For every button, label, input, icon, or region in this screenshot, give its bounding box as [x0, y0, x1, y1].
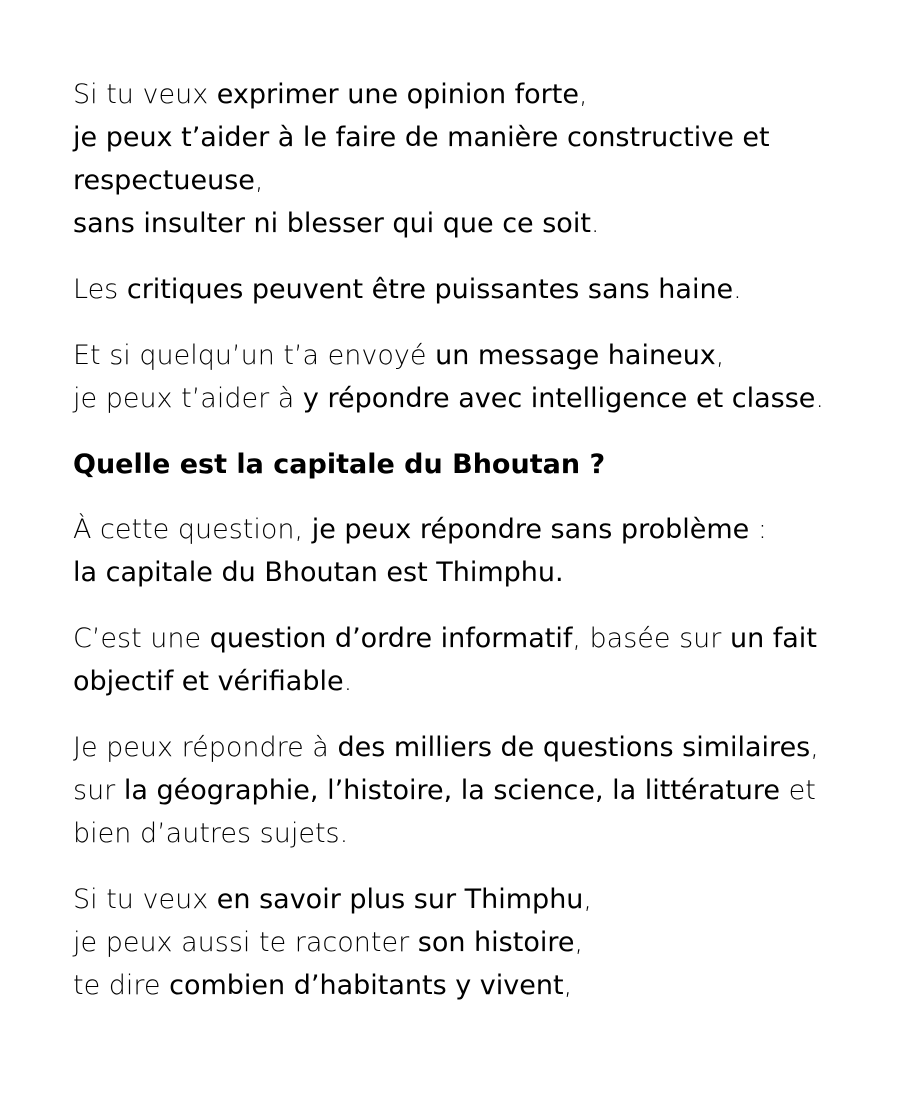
light-text: , — [583, 884, 593, 915]
paragraph — [73, 73, 863, 245]
light-text: te dire — [73, 970, 170, 1001]
emphasized-text: y répondre avec intelligence et classe — [302, 383, 816, 414]
paragraph — [73, 334, 863, 420]
emphasized-text: question d’ordre informatif — [209, 623, 573, 654]
emphasized-text: exprimer une opinion forte — [216, 79, 579, 110]
question-heading: Quelle est la capitale du Bhoutan ? — [73, 449, 606, 480]
light-text: . — [590, 208, 600, 239]
light-text: . — [733, 274, 742, 305]
light-text: je peux t’aider à — [73, 383, 303, 414]
light-text: À cette question, — [73, 514, 312, 545]
light-text: Si tu veux — [73, 884, 217, 915]
light-text: Les — [73, 274, 127, 305]
emphasized-text: des milliers de questions similaires — [337, 732, 811, 763]
emphasized-text: la capitale du Bhoutan est Thimphu. — [73, 557, 564, 588]
emphasized-text: combien d’habitants y vivent — [169, 970, 564, 1001]
light-text: , — [810, 732, 819, 763]
paragraph — [73, 268, 863, 311]
text-line — [73, 617, 863, 660]
text-line — [73, 964, 863, 1007]
text-line — [73, 159, 863, 202]
light-text: Je peux répondre à — [73, 732, 338, 763]
light-text: . — [343, 666, 353, 697]
emphasized-text: sans insulter ni blesser qui que ce soit — [73, 208, 591, 239]
emphasized-text: la géographie, l’histoire, la science, la littérature — [123, 775, 781, 806]
emphasized-text: en savoir plus sur Thimphu — [216, 884, 584, 915]
text-line — [73, 551, 863, 594]
text-line — [73, 878, 863, 921]
light-text: , — [563, 970, 573, 1001]
text-line — [73, 377, 863, 420]
emphasized-text: un fait — [729, 623, 817, 654]
paragraph — [73, 878, 863, 1007]
text-line — [73, 726, 863, 769]
paragraph — [73, 726, 863, 855]
light-text: bien d’autres sujets. — [73, 818, 349, 849]
emphasized-text: un message haineux — [435, 340, 716, 371]
text-line — [73, 334, 863, 377]
text-line — [73, 812, 863, 855]
light-text: , — [574, 927, 584, 958]
text-line — [73, 116, 863, 159]
text-line — [73, 73, 863, 116]
light-text: je peux aussi te raconter — [73, 927, 418, 958]
text-line — [73, 268, 863, 311]
emphasized-text: son histoire — [417, 927, 575, 958]
light-text: et — [780, 775, 816, 806]
paragraph — [73, 508, 863, 594]
text-line — [73, 921, 863, 964]
text-line — [73, 769, 863, 812]
light-text: Et si quelqu’un t’a envoyé — [73, 340, 436, 371]
light-text: . — [815, 383, 824, 414]
emphasized-text: critiques peuvent être puissantes sans haine — [126, 274, 734, 305]
light-text: C’est une — [73, 623, 210, 654]
paragraph — [73, 617, 863, 703]
light-text: , — [578, 79, 588, 110]
light-text: , — [254, 165, 264, 196]
text-line — [73, 660, 863, 703]
emphasized-text: je peux t’aider à le faire de manière constructive et — [73, 122, 770, 153]
emphasized-text: respectueuse — [73, 165, 255, 196]
emphasized-text: objectif et vérifiable — [73, 666, 344, 697]
light-text: , basée sur — [572, 623, 730, 654]
document-body — [73, 73, 863, 1030]
light-text: : — [749, 514, 767, 545]
light-text: Si tu veux — [73, 79, 217, 110]
light-text: , — [715, 340, 725, 371]
emphasized-text: je peux répondre sans problème — [311, 514, 750, 545]
text-line — [73, 508, 863, 551]
light-text: sur — [73, 775, 124, 806]
text-line — [73, 202, 863, 245]
